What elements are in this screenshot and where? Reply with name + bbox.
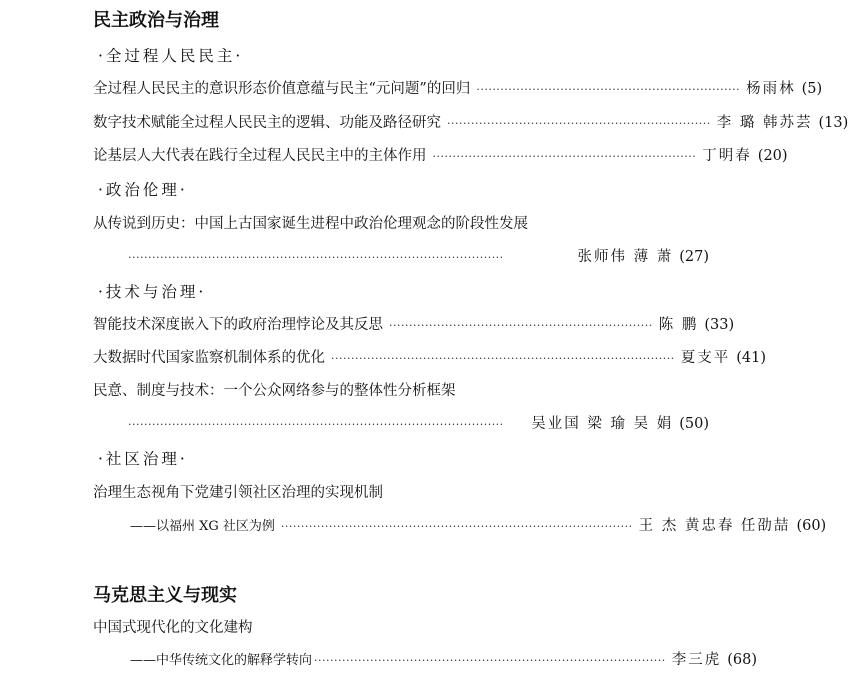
page-number: (33) xyxy=(704,317,735,333)
toc-entry[interactable] xyxy=(93,313,735,334)
toc-entry[interactable] xyxy=(93,346,766,367)
leader-dots: ······················································································ xyxy=(331,352,675,365)
leader-dots: ······························································································ xyxy=(128,418,504,431)
page-number: (50) xyxy=(679,416,709,432)
section-title: 民主政治与治理 xyxy=(93,10,219,31)
article-title: 数字技术赋能全过程人民民主的逻辑、功能及路径研究 xyxy=(93,115,441,131)
toc-entry[interactable] xyxy=(130,514,827,535)
article-author: 王 杰 黄忠春 任劭喆 xyxy=(638,518,791,534)
page-number: (41) xyxy=(736,350,766,366)
leader-dots: ························································································ xyxy=(314,654,666,667)
page-number: (13) xyxy=(818,115,848,131)
leader-dots: ·································································· xyxy=(447,117,711,130)
leader-dots: ························································································ xyxy=(280,520,633,533)
leader-dots: ······························································································ xyxy=(128,251,504,264)
article-author: 杨雨林 xyxy=(746,81,796,97)
section-title: 马克思主义与现实 xyxy=(93,585,237,606)
subsection-heading: ·技术与治理· xyxy=(98,283,207,301)
article-title[interactable]: 从传说到历史：中国上古国家诞生进程中政治伦理观念的阶段性发展 xyxy=(93,216,528,232)
toc-entry[interactable] xyxy=(93,77,823,98)
leader-dots: ·································································· xyxy=(389,319,653,332)
article-title[interactable]: 中国式现代化的文化建构 xyxy=(93,620,253,636)
article-author: 李 璐 韩苏芸 xyxy=(716,115,813,131)
toc-entry[interactable] xyxy=(93,111,848,132)
leader-dots: ·································································· xyxy=(432,150,697,163)
article-title: 论基层人大代表在践行全过程人民民主中的主体作用 xyxy=(93,148,427,164)
article-title: 全过程人民民主的意识形态价值意蕴与民主“元问题”的回归 xyxy=(93,81,471,97)
page-number: (60) xyxy=(796,518,827,534)
subsection-heading: ·社区治理· xyxy=(98,450,188,468)
article-title[interactable]: 民意、制度与技术：一个公众网络参与的整体性分析框架 xyxy=(93,383,456,399)
subsection-heading: ·政治伦理· xyxy=(98,181,188,199)
article-subtitle: ——中华传统文化的解释学转向 xyxy=(130,653,313,668)
article-author: 李三虎 xyxy=(671,652,722,668)
article-title: 大数据时代国家监察机制体系的优化 xyxy=(93,350,325,366)
page-number: (68) xyxy=(727,652,757,668)
toc-entry[interactable] xyxy=(93,144,788,165)
page-number: (5) xyxy=(801,81,823,97)
article-title[interactable]: 治理生态视角下党建引领社区治理的实现机制 xyxy=(93,485,383,501)
page-number: (27) xyxy=(679,249,709,265)
page-number: (20) xyxy=(757,148,788,164)
leader-dots: ·································································· xyxy=(476,83,741,96)
toc-entry[interactable] xyxy=(130,648,757,669)
article-author: 张师伟 薄 萧 xyxy=(577,249,674,265)
article-title: 智能技术深度嵌入下的政府治理悖论及其反思 xyxy=(93,317,383,333)
article-author: 夏支平 xyxy=(680,350,731,366)
subsection-heading: ·全过程人民民主· xyxy=(98,47,244,65)
article-author: 丁明春 xyxy=(702,148,752,164)
toc-entry[interactable] xyxy=(128,412,709,433)
article-subtitle: ——以福州 XG 社区为例 xyxy=(130,519,275,534)
article-author: 陈 鹏 xyxy=(658,317,699,333)
article-author: 吴业国 梁 瑜 吴 娟 xyxy=(531,416,674,432)
toc-entry[interactable] xyxy=(128,245,709,266)
